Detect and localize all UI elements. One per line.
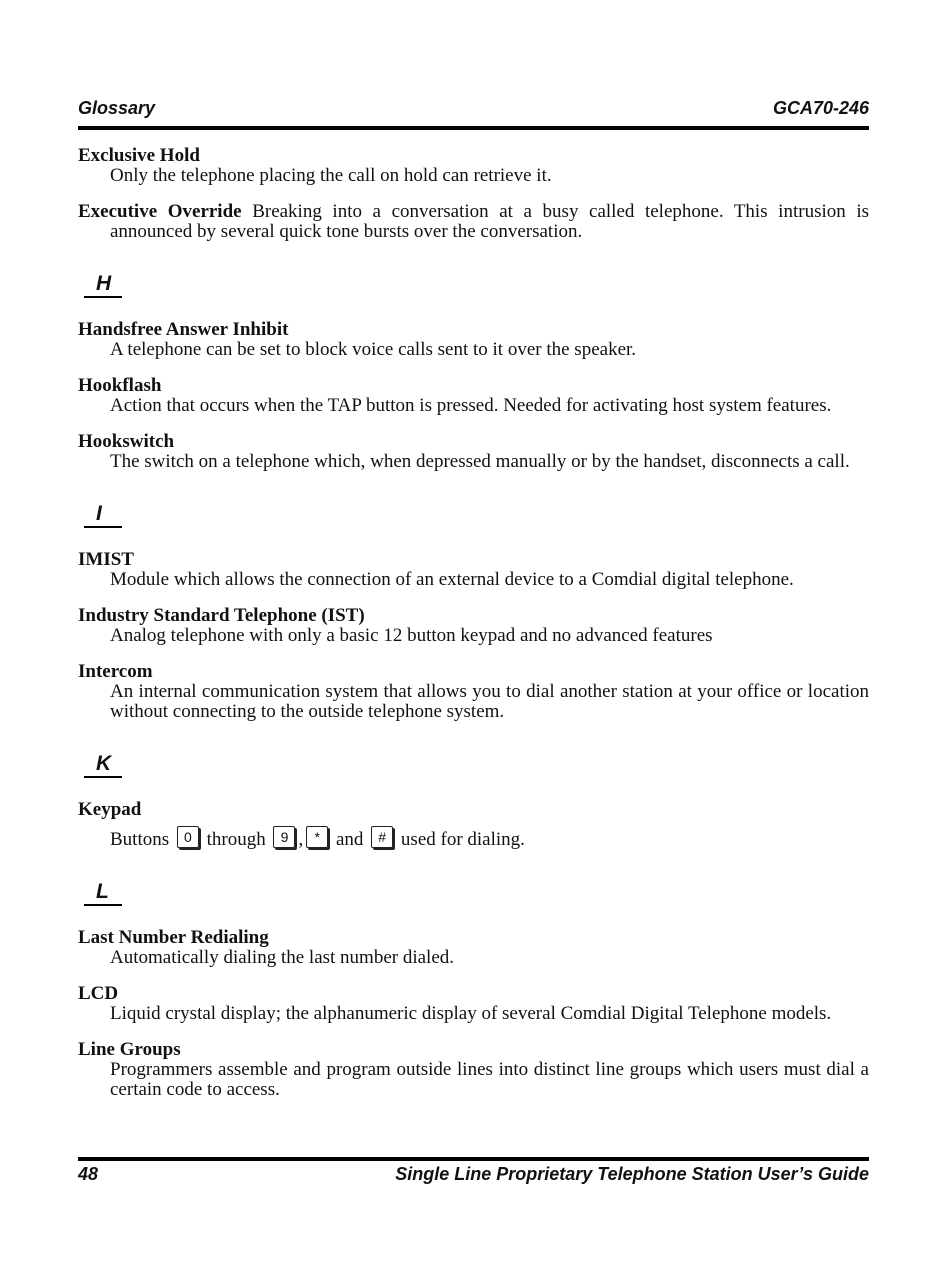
key-9-icon: 9 bbox=[273, 826, 295, 848]
glossary-definition bbox=[78, 826, 869, 850]
page-header bbox=[78, 98, 869, 130]
glossary-entry-lcd bbox=[78, 984, 869, 1024]
glossary-term: Handsfree Answer Inhibit bbox=[78, 319, 289, 340]
glossary-term: Hookswitch bbox=[78, 431, 175, 452]
glossary-definition: Breaking into a conversation at a busy called telephone. This intrusion is announced by several quick tone bursts over the conversation. bbox=[110, 201, 869, 242]
glossary-entry-intercom bbox=[78, 662, 869, 722]
keypad-text-through: through bbox=[206, 829, 266, 850]
glossary-term: Keypad bbox=[78, 799, 142, 820]
glossary-definition: Liquid crystal display; the alphanumeric display of several Comdial Digital Telephone models. bbox=[110, 1003, 832, 1024]
glossary-entry-line-groups bbox=[78, 1040, 869, 1100]
glossary-definition: The switch on a telephone which, when depressed manually or by the handset, disconnects a call. bbox=[110, 451, 850, 472]
glossary-term: Exclusive Hold bbox=[78, 145, 200, 166]
key-0-icon: 0 bbox=[177, 826, 199, 848]
glossary-term: Intercom bbox=[78, 661, 153, 682]
glossary-term: IMIST bbox=[78, 549, 134, 570]
key-hash-icon: # bbox=[371, 826, 393, 848]
document-title: Single Line Proprietary Telephone Station User’s Guide bbox=[395, 1164, 869, 1184]
glossary-term: Line Groups bbox=[78, 1039, 181, 1060]
glossary-term: Industry Standard Telephone (IST) bbox=[78, 605, 365, 626]
glossary-term: LCD bbox=[78, 983, 119, 1004]
section-letter-h: H bbox=[84, 272, 122, 298]
keypad-comma: , bbox=[298, 829, 304, 850]
glossary-entry-imist bbox=[78, 550, 869, 590]
glossary-entry-handsfree-answer-inhibit bbox=[78, 320, 869, 360]
glossary-term: Last Number Redialing bbox=[78, 927, 269, 948]
section-letter-k: K bbox=[84, 752, 122, 778]
glossary-definition: Analog telephone with only a basic 12 button keypad and no advanced features bbox=[110, 625, 713, 646]
key-star-icon: * bbox=[306, 826, 328, 848]
glossary-definition: Only the telephone placing the call on hold can retrieve it. bbox=[110, 165, 552, 186]
glossary-definition: Action that occurs when the TAP button is pressed. Needed for activating host system features. bbox=[110, 395, 832, 416]
page-number: 48 bbox=[78, 1164, 99, 1184]
glossary-entry-last-number-redialing bbox=[78, 928, 869, 968]
glossary-entry-keypad bbox=[78, 800, 869, 850]
glossary-entry-hookswitch bbox=[78, 432, 869, 472]
glossary-entry-exclusive-hold bbox=[78, 146, 869, 186]
glossary-content bbox=[78, 146, 869, 1116]
glossary-entry-ist bbox=[78, 606, 869, 646]
glossary-term: Executive Override bbox=[78, 201, 242, 222]
glossary-entry-executive-override bbox=[78, 202, 869, 242]
section-letter-l: L bbox=[84, 880, 122, 906]
glossary-definition: Automatically dialing the last number dialed. bbox=[110, 947, 455, 968]
keypad-text-after: used for dialing. bbox=[400, 829, 525, 850]
glossary-definition: A telephone can be set to block voice calls sent to it over the speaker. bbox=[110, 339, 637, 360]
glossary-definition: An internal communication system that allows you to dial another station at your office or location without connecting to the outside telephone system. bbox=[110, 681, 869, 722]
header-section-title: Glossary bbox=[78, 98, 156, 118]
glossary-definition: Module which allows the connection of an external device to a Comdial digital telephone. bbox=[110, 569, 794, 590]
page-footer bbox=[78, 1157, 869, 1189]
keypad-text-and: and bbox=[335, 829, 364, 850]
keypad-text-before: Buttons bbox=[110, 829, 170, 850]
glossary-term: Hookflash bbox=[78, 375, 162, 396]
glossary-definition: Programmers assemble and program outside lines into distinct line groups which users must dial a certain code to access. bbox=[110, 1059, 869, 1100]
glossary-entry-hookflash bbox=[78, 376, 869, 416]
header-document-code: GCA70-246 bbox=[772, 98, 869, 118]
section-letter-i: I bbox=[84, 502, 122, 528]
